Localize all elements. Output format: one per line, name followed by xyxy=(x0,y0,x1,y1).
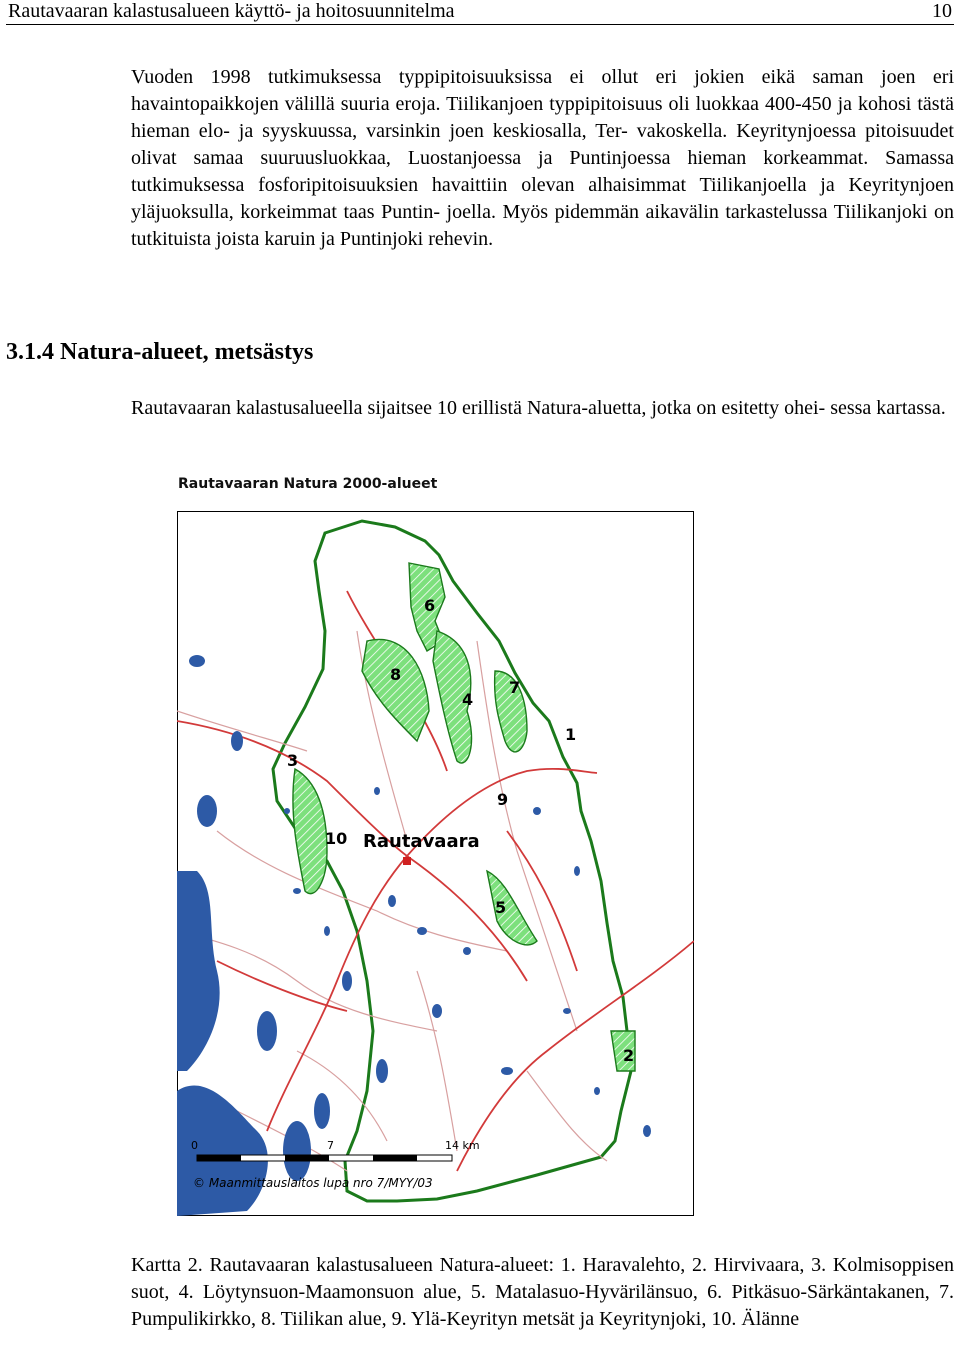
paragraph-water-quality xyxy=(131,64,954,253)
area-label-3: 3 xyxy=(287,751,299,770)
town-marker xyxy=(403,857,411,865)
text-line: havaintopaikkojen välillä suuria eroja. Tiilikanjoen typpipitoisuus oli luokkaa xyxy=(131,93,759,115)
section-heading: 3.1.4 Natura-alueet, metsästys xyxy=(6,339,314,365)
area-label-1: 1 xyxy=(565,725,577,744)
area-label-2: 2 xyxy=(623,1046,635,1065)
text-line: Vuoden 1998 tutkimuksessa typpipitoisuuksissa ei ollut eri jokien eikä saman joen eri xyxy=(131,66,954,88)
area-label-10: 10 xyxy=(325,829,348,848)
area-label-9: 9 xyxy=(497,790,509,809)
page-number: 10 xyxy=(932,0,952,22)
text-line: Puntinjoki rehevin. xyxy=(339,228,494,250)
text-line: Rautavaaran kalastusalueella sijaitsee 10 erillistä Natura-aluetta, jotka on esitetty ohei- xyxy=(131,397,826,419)
area-label-6: 6 xyxy=(424,596,436,615)
text-line: 400-450 ja kohosi tästä hieman elo- ja syyskuussa, varsinkin joen keskiosalla, Ter- xyxy=(131,93,955,142)
text-line: Puntinjoessa hieman korkeammat. Samassa tutkimuksessa fosforipitoisuuksien havaittiin xyxy=(131,147,954,196)
text-line: olevan alhaisimmat Tiilikanjoella ja Keyritynjoen yläjuoksulla, korkeimmat taas Puntin- xyxy=(131,174,955,223)
text-line: joella. Myös pidemmän aikavälin tarkastelussa Tiilikanjoki on tutkituista joista karuin ja xyxy=(131,201,954,250)
map-title: Rautavaaran Natura 2000-alueet xyxy=(178,476,438,492)
scale-label-7: 7 xyxy=(327,1139,334,1152)
document-title: Rautavaaran kalastusalueen käyttö- ja hoitosuunnitelma xyxy=(8,0,455,22)
running-header xyxy=(6,0,954,25)
scale-label-0: 0 xyxy=(191,1139,198,1152)
area-label-8: 8 xyxy=(390,665,402,684)
map-caption xyxy=(131,1252,954,1333)
text-line: sessa kartassa. xyxy=(830,397,946,419)
natura-map xyxy=(177,511,694,1216)
text-line: vakoskella. Keyritynjoessa pitoisuudet olivat samaa suuruusluokkaa, Luostanjoessa ja xyxy=(131,120,954,169)
text-line: Kartta 2. Rautavaaran kalastusalueen Natura-alueet: 1. Haravalehto, 2. Hirvivaara, 3. xyxy=(131,1254,827,1276)
text-line: Kolmisoppisen suot, 4. Löytynsuon-Maamonsuon alue, 5. Matalasuo-Hyvärilänsuo, 6. xyxy=(131,1254,955,1303)
text-line: Pitkäsuo-Särkäntakanen, 7. Pumpulikirkko, 8. Tiilikan alue, 9. Ylä-Keyrityn metsät ja xyxy=(131,1281,954,1330)
scale-label-14: 14 km xyxy=(445,1139,480,1152)
map-copyright: © Maanmittauslaitos lupa nro 7/MYY/03 xyxy=(193,1176,433,1190)
text-line: Keyritynjoki, 10. Älänne xyxy=(599,1308,800,1330)
paragraph-natura-intro xyxy=(131,395,954,422)
area-label-5: 5 xyxy=(495,898,507,917)
area-label-4: 4 xyxy=(462,690,474,709)
town-label: Rautavaara xyxy=(363,831,480,852)
area-label-7: 7 xyxy=(509,678,521,697)
